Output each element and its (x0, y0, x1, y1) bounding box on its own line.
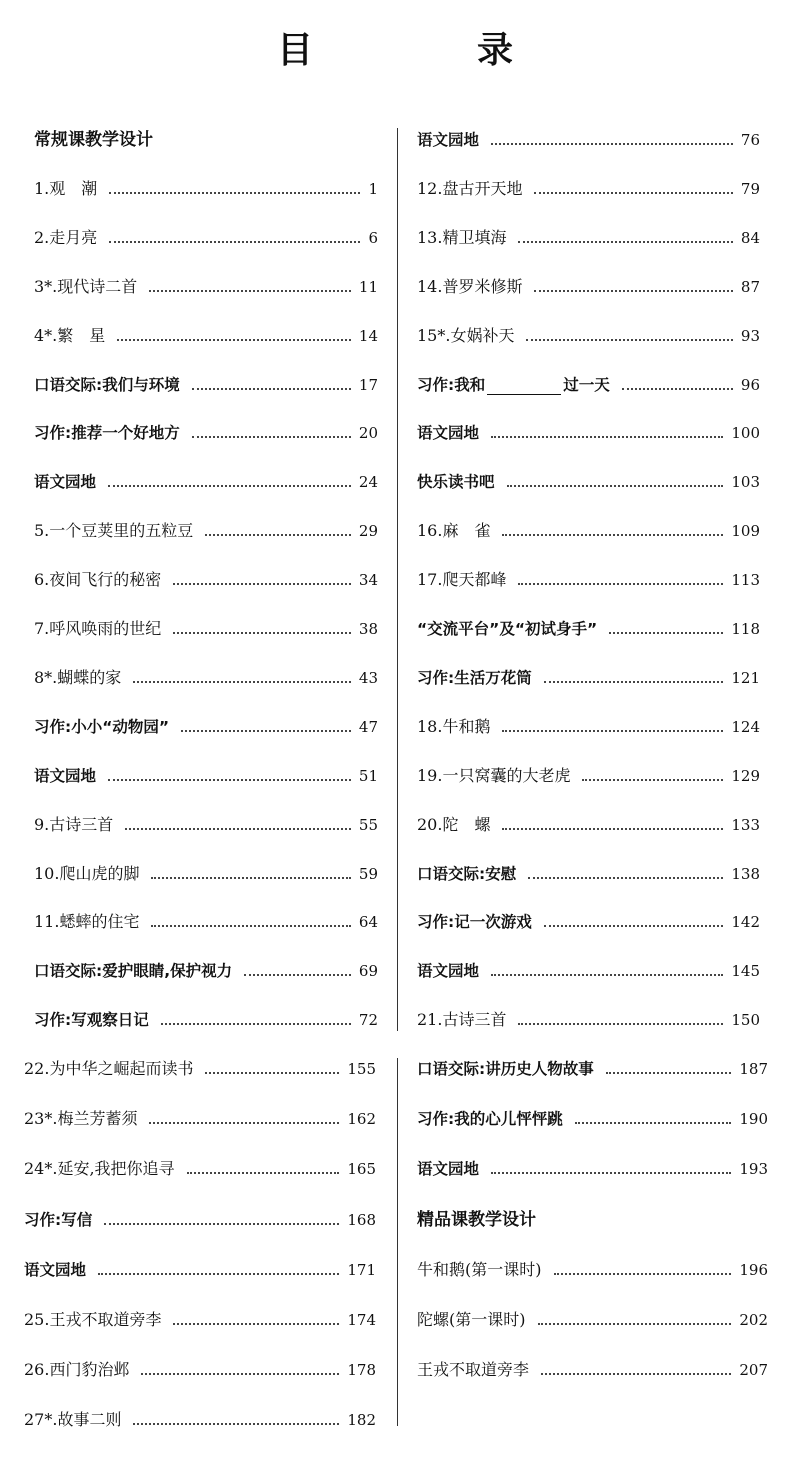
dot-leader (538, 1323, 732, 1325)
toc-entry[interactable] (417, 862, 760, 884)
page-number: 165 (347, 1160, 376, 1178)
dot-leader (609, 632, 723, 634)
column-divider-upper (397, 128, 398, 1031)
toc-entry[interactable] (34, 519, 378, 541)
page-number: 103 (731, 473, 760, 491)
page-number: 142 (731, 913, 760, 931)
toc-entry-label: 口语交际:我们与环境 (34, 376, 180, 394)
toc-entry[interactable] (24, 1208, 376, 1230)
toc-entry[interactable] (24, 1408, 376, 1430)
toc-entry-label: 14.普罗米修斯 (417, 277, 523, 296)
toc-entry-label: 语文园地 (34, 767, 97, 785)
dot-leader (528, 877, 723, 879)
toc-entry[interactable] (34, 177, 378, 199)
toc-entry-label: 15*.女娲补天 (417, 326, 515, 345)
page-number: 129 (731, 767, 760, 785)
toc-entry-label: 口语交际:安慰 (417, 865, 517, 883)
toc-entry[interactable] (417, 128, 760, 150)
page-number: 182 (347, 1411, 376, 1429)
toc-entry-label: 10.爬山虎的脚 (34, 864, 140, 883)
toc-entry-label: 19.一只窝囊的大老虎 (417, 766, 571, 785)
dot-leader (151, 877, 350, 879)
dot-leader (149, 1122, 339, 1124)
toc-entry-label: 习作:小小“动物园” (34, 718, 170, 736)
toc-entry[interactable] (24, 1157, 376, 1179)
toc-entry-label: 语文园地 (417, 962, 480, 980)
page-number: 20 (358, 424, 378, 442)
toc-entry[interactable] (34, 910, 378, 932)
page-number: 11 (358, 278, 378, 296)
dot-leader (534, 290, 732, 292)
toc-entry[interactable] (417, 177, 760, 199)
dot-leader (104, 1223, 339, 1225)
dot-leader (181, 730, 351, 732)
toc-entry[interactable] (417, 324, 760, 346)
page-number: 207 (739, 1361, 768, 1379)
toc-entry[interactable] (417, 226, 760, 248)
toc-entry[interactable] (417, 1107, 768, 1129)
dot-leader (518, 241, 732, 243)
page-number: 51 (358, 767, 378, 785)
toc-entry[interactable] (417, 910, 760, 932)
page-number: 145 (731, 962, 760, 980)
page-number: 76 (740, 131, 760, 149)
dot-leader (534, 192, 732, 194)
page-number: 178 (347, 1361, 376, 1379)
dot-leader (173, 632, 351, 634)
page-number: 202 (739, 1311, 768, 1329)
column-divider-lower (397, 1058, 398, 1426)
page-number: 109 (731, 522, 760, 540)
dot-leader (192, 388, 351, 390)
toc-entry[interactable] (417, 1157, 768, 1179)
toc-entry[interactable] (34, 373, 378, 395)
page-number: 84 (740, 229, 760, 247)
dot-leader (108, 485, 351, 487)
page-number: 1 (368, 180, 378, 198)
dot-leader (491, 974, 723, 976)
page-number: 55 (358, 816, 378, 834)
dot-leader (554, 1273, 732, 1275)
page-number: 69 (358, 962, 378, 980)
page-number: 29 (358, 522, 378, 540)
dot-leader (507, 485, 724, 487)
toc-entry-label: 12.盘古开天地 (417, 179, 523, 198)
toc-entry[interactable] (417, 813, 760, 835)
toc-entry-label: 17.爬天都峰 (417, 570, 507, 589)
toc-entry[interactable] (417, 421, 760, 443)
toc-entry[interactable] (34, 226, 378, 248)
toc-entry-label: 语文园地 (417, 1160, 480, 1178)
page-number: 38 (358, 620, 378, 638)
dot-leader (622, 388, 733, 390)
toc-entry-label: 26.西门豹治邺 (24, 1360, 130, 1379)
dot-leader (502, 730, 723, 732)
toc-entry[interactable] (417, 470, 760, 492)
dot-leader (544, 681, 724, 683)
toc-entry[interactable] (417, 1008, 760, 1030)
toc-entry-label: 25.王戎不取道旁李 (24, 1310, 162, 1329)
page-number: 196 (739, 1261, 768, 1279)
dot-leader (125, 828, 351, 830)
toc-entry-label: 8*.蝴蝶的家 (34, 668, 122, 687)
toc-entry[interactable] (417, 275, 760, 297)
page-number: 187 (739, 1060, 768, 1078)
page-number: 14 (358, 327, 378, 345)
toc-entry-label: 习作:写信 (24, 1211, 93, 1229)
dot-leader (502, 828, 723, 830)
toc-entry[interactable] (34, 813, 378, 835)
dot-leader (173, 1323, 339, 1325)
toc-entry-label: 2.走月亮 (34, 228, 98, 247)
toc-entry-label: 9.古诗三首 (34, 815, 114, 834)
toc-section-heading (417, 1208, 768, 1230)
page-number: 121 (731, 669, 760, 687)
toc-entry[interactable] (24, 1308, 376, 1330)
toc-entry-label-part2: 过一天 (563, 376, 610, 394)
page-number: 174 (347, 1311, 376, 1329)
toc-entry[interactable] (34, 1008, 378, 1030)
toc-entry-label: 21.古诗三首 (417, 1010, 507, 1029)
dot-leader (518, 583, 723, 585)
toc-entry[interactable] (34, 421, 378, 443)
page-number: 138 (731, 865, 760, 883)
toc-entry-label: 11.蟋蟀的住宅 (34, 912, 140, 931)
dot-leader (173, 583, 351, 585)
toc-entry-label: 27*.故事二则 (24, 1410, 122, 1429)
toc-entry[interactable] (34, 568, 378, 590)
toc-entry[interactable] (417, 617, 760, 639)
toc-entry-label: 习作:推荐一个好地方 (34, 424, 180, 442)
fill-in-blank (487, 380, 561, 395)
toc-entry-label: 牛和鹅(第一课时) (417, 1260, 542, 1279)
toc-entry[interactable] (34, 715, 378, 737)
toc-entry-label: 5.一个豆荚里的五粒豆 (34, 521, 194, 540)
dot-leader (108, 779, 351, 781)
page-number: 171 (347, 1261, 376, 1279)
toc-entry-label: 精品课教学设计 (417, 1210, 536, 1230)
toc-entry-label: 语文园地 (24, 1261, 87, 1279)
page-number: 87 (740, 278, 760, 296)
dot-leader (244, 974, 351, 976)
dot-leader (518, 1023, 723, 1025)
toc-entry[interactable] (417, 519, 760, 541)
toc-entry[interactable] (34, 862, 378, 884)
toc-entry-label: 24*.延安,我把你追寻 (24, 1159, 175, 1178)
page-number: 47 (358, 718, 378, 736)
toc-entry-label: 习作:我的心儿怦怦跳 (417, 1110, 563, 1128)
toc-entry[interactable] (34, 764, 378, 786)
toc-section-heading (34, 128, 378, 150)
dot-leader (491, 143, 733, 145)
page-number: 79 (740, 180, 760, 198)
page-number: 124 (731, 718, 760, 736)
toc-entry-label: “交流平台”及“初试身手” (417, 620, 598, 638)
page-number: 133 (731, 816, 760, 834)
toc-entry-label: 7.呼风唤雨的世纪 (34, 619, 162, 638)
toc-entry[interactable] (417, 568, 760, 590)
dot-leader (541, 1373, 731, 1375)
page-number: 64 (358, 913, 378, 931)
dot-leader (161, 1023, 351, 1025)
toc-entry-label: 16.麻 雀 (417, 521, 491, 540)
page-number: 113 (731, 571, 760, 589)
dot-leader (141, 1373, 339, 1375)
toc-entry-label: 22.为中华之崛起而读书 (24, 1059, 194, 1078)
toc-entry-label: 习作:生活万花筒 (417, 669, 532, 687)
page-number: 193 (739, 1160, 768, 1178)
dot-leader (205, 534, 351, 536)
toc-entry[interactable] (417, 1308, 768, 1330)
toc-entry-label: 王戎不取道旁李 (417, 1360, 530, 1379)
dot-leader (187, 1172, 340, 1174)
page-number: 150 (731, 1011, 760, 1029)
toc-entry[interactable] (34, 617, 378, 639)
dot-leader (606, 1072, 732, 1074)
dot-leader (151, 925, 350, 927)
toc-entry[interactable] (24, 1258, 376, 1280)
page-number: 72 (358, 1011, 378, 1029)
toc-entry-label: 语文园地 (417, 131, 480, 149)
dot-leader (491, 1172, 731, 1174)
toc-entry[interactable] (34, 275, 378, 297)
toc-entry[interactable] (417, 715, 760, 737)
dot-leader (502, 534, 723, 536)
toc-entry-label: 23*.梅兰芳蓄须 (24, 1109, 138, 1128)
toc-entry-label: 陀螺(第一课时) (417, 1310, 526, 1329)
page-number: 190 (739, 1110, 768, 1128)
toc-entry-label: 快乐读书吧 (417, 473, 495, 491)
toc-entry[interactable] (417, 373, 760, 395)
dot-leader (117, 339, 351, 341)
dot-leader (491, 436, 723, 438)
page-number: 96 (740, 376, 760, 394)
dot-leader (133, 1423, 339, 1425)
dot-leader (109, 192, 360, 194)
dot-leader (133, 681, 351, 683)
toc-entry-label: 4*.繁 星 (34, 326, 106, 345)
toc-entry-label: 18.牛和鹅 (417, 717, 491, 736)
dot-leader (575, 1122, 732, 1124)
page-number: 155 (347, 1060, 376, 1078)
toc-entry-label: 语文园地 (417, 424, 480, 442)
toc-entry-label: 20.陀 螺 (417, 815, 491, 834)
page-number: 24 (358, 473, 378, 491)
toc-entry[interactable] (417, 1258, 768, 1280)
toc-entry-label: 6.夜间飞行的秘密 (34, 570, 162, 589)
page-number: 118 (731, 620, 760, 638)
dot-leader (205, 1072, 339, 1074)
toc-entry-label-part1: 习作:我和 (417, 376, 486, 394)
toc-entry[interactable] (417, 1358, 768, 1380)
page-number: 59 (358, 865, 378, 883)
page-number: 93 (740, 327, 760, 345)
toc-entry-label: 3*.现代诗二首 (34, 277, 138, 296)
toc-entry[interactable] (417, 764, 760, 786)
toc-entry[interactable] (34, 324, 378, 346)
toc-entry[interactable] (34, 666, 378, 688)
page-number: 100 (731, 424, 760, 442)
toc-entry-label: 13.精卫填海 (417, 228, 507, 247)
toc-entry-label: 习作:写观察日记 (34, 1011, 149, 1029)
toc-entry[interactable] (24, 1107, 376, 1129)
dot-leader (582, 779, 723, 781)
page-number: 162 (347, 1110, 376, 1128)
toc-entry[interactable] (34, 470, 378, 492)
toc-entry-label (417, 375, 610, 395)
toc-entry-label: 1.观 潮 (34, 179, 98, 198)
dot-leader (109, 241, 360, 243)
page-number: 168 (347, 1211, 376, 1229)
dot-leader (149, 290, 351, 292)
toc-entry-label: 口语交际:讲历史人物故事 (417, 1060, 594, 1078)
toc-entry[interactable] (34, 959, 378, 981)
dot-leader (526, 339, 732, 341)
toc-entry-label: 习作:记一次游戏 (417, 913, 532, 931)
page-number: 17 (358, 376, 378, 394)
dot-leader (98, 1273, 339, 1275)
toc-entry-label: 口语交际:爱护眼睛,保护视力 (34, 962, 233, 980)
dot-leader (192, 436, 351, 438)
page-number: 43 (358, 669, 378, 687)
toc-entry[interactable] (417, 666, 760, 688)
page-title: 目 录 (276, 29, 577, 71)
toc-entry[interactable] (24, 1358, 376, 1380)
page-number: 6 (368, 229, 378, 247)
dot-leader (544, 925, 724, 927)
toc-entry[interactable] (417, 1057, 768, 1079)
page-number: 34 (358, 571, 378, 589)
toc-entry-label: 语文园地 (34, 473, 97, 491)
toc-entry[interactable] (417, 959, 760, 981)
toc-entry-label: 常规课教学设计 (34, 130, 153, 150)
toc-entry[interactable] (24, 1057, 376, 1079)
